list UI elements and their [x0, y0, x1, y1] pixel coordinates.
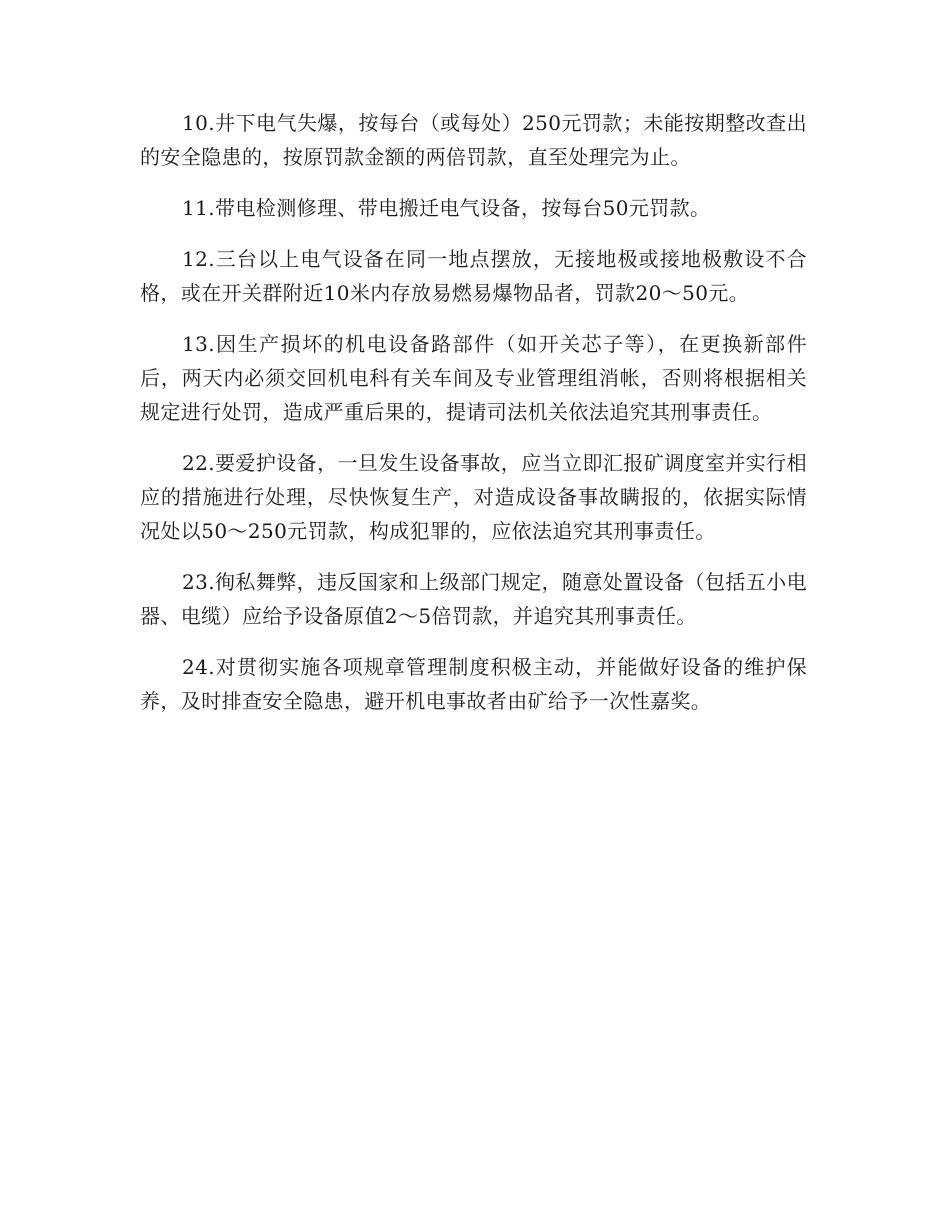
paragraph-item-13: 13.因生产损坏的机电设备路部件（如开关芯子等），在更换新部件后，两天内必须交回机电科有关车间及专业管理组消帐，否则将根据相关规定进行处罚，造成严重后果的，提请司法机关依法追究其刑事责任。: [140, 332, 807, 424]
paragraph-item-10: 10.井下电气失爆，按每台（或每处）250元罚款；未能按期整改查出的安全隐患的，按原罚款金额的两倍罚款，直至处理完为止。: [140, 111, 807, 169]
paragraph-item-24: 24.对贯彻实施各项规章管理制度积极主动，并能做好设备的维护保养，及时排查安全隐患，避开机电事故者由矿给予一次性嘉奖。: [140, 655, 807, 713]
paragraph-item-23: 23.徇私舞弊，违反国家和上级部门规定，随意处置设备（包括五小电器、电缆）应给予设备原值2～5倍罚款，并追究其刑事责任。: [140, 570, 807, 628]
paragraph-item-22: 22.要爱护设备，一旦发生设备事故，应当立即汇报矿调度室并实行相应的措施进行处理，尽快恢复生产，对造成设备事故瞒报的，依据实际情况处以50～250元罚款，构成犯罪的，应依法追究其刑事责任。: [140, 451, 807, 543]
paragraph-item-11: 11.带电检测修理、带电搬迁电气设备，按每台50元罚款。: [182, 196, 711, 220]
document-page: [140, 106, 807, 735]
paragraph-item-12: 12.三台以上电气设备在同一地点摆放，无接地极或接地极敷设不合格，或在开关群附近10米内存放易燃易爆物品者，罚款20～50元。: [140, 247, 807, 305]
